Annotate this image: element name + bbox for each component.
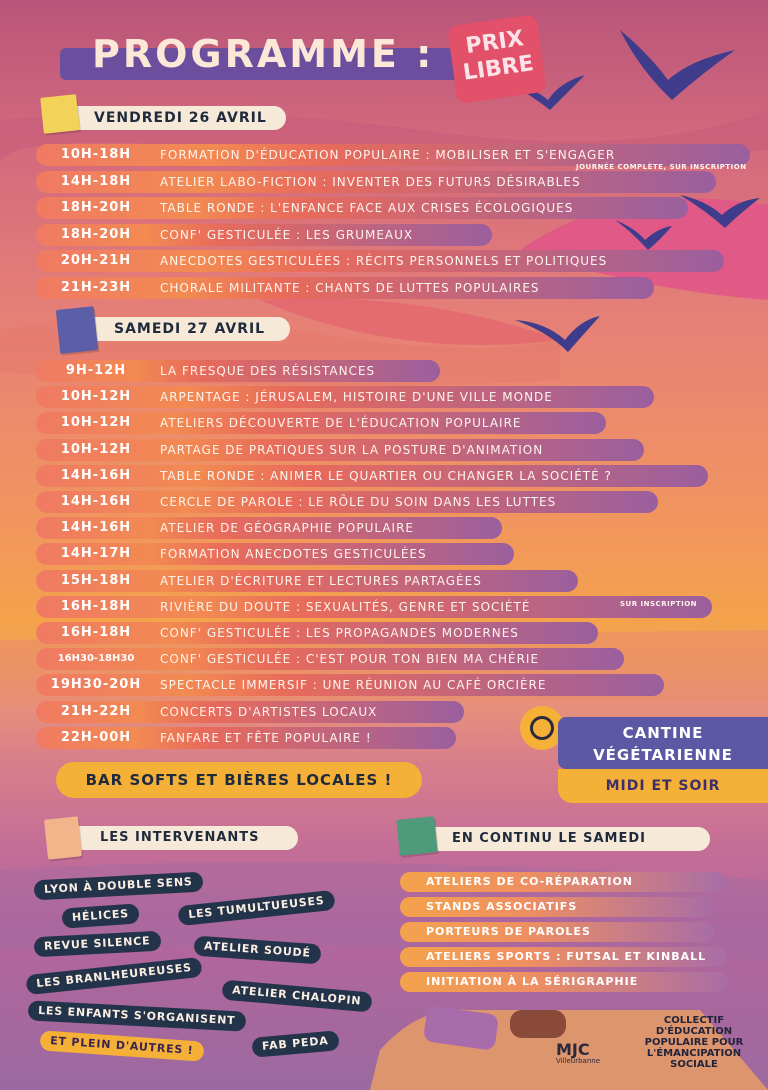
event-label: FANFARE ET FÊTE POPULAIRE !: [160, 730, 372, 745]
event-note: JOURNÉE COMPLÈTE, SUR INSCRIPTION: [576, 163, 747, 171]
speaker-chip: LES TUMULTUEUSES: [177, 890, 335, 926]
badge-line-2: LIBRE: [461, 51, 536, 86]
notepad-icon: [44, 816, 82, 859]
speaker-chip: REVUE SILENCE: [34, 931, 161, 958]
continuous-item: ATELIERS DE CO-RÉPARATION: [400, 872, 726, 892]
event-time: 18H-20H: [60, 226, 132, 242]
event-time: 15H-18H: [60, 572, 132, 588]
event-label: ARPENTAGE : JÉRUSALEM, HISTOIRE D'UNE VILLE MONDE: [160, 390, 553, 405]
event-label: ATELIER LABO-FICTION : INVENTER DES FUTURS DÉSIRABLES: [160, 174, 581, 189]
event-time: 14H-16H: [60, 520, 132, 536]
speaker-chip: LES ENFANTS S'ORGANISENT: [28, 1000, 246, 1031]
sandals-icon: [510, 1010, 566, 1038]
friday-day-header: VENDREDI 26 AVRIL: [50, 106, 286, 130]
speaker-chip: LES BRANLHEUREUSES: [25, 957, 202, 995]
event-time: 16H-18H: [60, 625, 132, 640]
event-label: TABLE RONDE : ANIMER LE QUARTIER OU CHANGER LA SOCIÉTÉ ?: [160, 468, 612, 483]
event-label: FORMATION D'ÉDUCATION POPULAIRE : MOBILISER ET S'ENGAGER: [160, 148, 616, 162]
speaker-chip: ATELIER SOUDÉ: [193, 936, 321, 965]
speaker-chip: FAB PEDA: [251, 1030, 339, 1057]
speakers-header: LES INTERVENANTS: [52, 826, 298, 850]
event-label: ATELIERS DÉCOUVERTE DE L'ÉDUCATION POPULAIRE: [160, 416, 522, 431]
event-label: ATELIER DE GÉOGRAPHIE POPULAIRE: [160, 521, 414, 536]
event-time: 16H30-18H30: [57, 653, 135, 665]
event-time: 9H-12H: [65, 363, 127, 378]
continuous-header: EN CONTINU LE SAMEDI: [404, 827, 710, 851]
event-time: 14H-18H: [60, 173, 132, 189]
sticky-note-icon: [396, 816, 438, 856]
event-label: ANECDOTES GESTICULÉES : RÉCITS PERSONNELS ET POLITIQUES: [160, 254, 608, 269]
collectif-logo: COLLECTIF D'ÉDUCATION POPULAIRE POUR L'ÉMANCIPATION SOCIALE: [644, 1015, 744, 1070]
event-time: 10H-12H: [60, 415, 132, 431]
cantine-hours: MIDI ET SOIR: [558, 769, 768, 803]
event-time: 10H-12H: [60, 441, 132, 457]
prix-libre-badge: [447, 14, 547, 104]
notepad-icon: [56, 306, 98, 354]
event-time: 22H-00H: [60, 729, 132, 745]
page-title: PROGRAMME :: [92, 32, 435, 76]
continuous-item: PORTEURS DE PAROLES: [400, 922, 714, 942]
event-time: 14H-16H: [60, 467, 132, 483]
cantine-box: [558, 717, 768, 769]
speaker-chip: ET PLEIN D'AUTRES !: [40, 1030, 205, 1061]
event-time: 16H-18H: [60, 598, 132, 614]
saturday-day-header: SAMEDI 27 AVRIL: [70, 317, 290, 341]
mjc-logo: [556, 1040, 600, 1065]
event-label: CONF' GESTICULÉE : LES PROPAGANDES MODERNES: [160, 626, 519, 640]
speaker-chip: ATELIER CHALOPIN: [221, 980, 372, 1013]
continuous-item: STANDS ASSOCIATIFS: [400, 897, 714, 917]
event-time: 10H-12H: [60, 389, 132, 405]
continuous-item: ATELIERS SPORTS : FUTSAL ET KINBALL: [400, 947, 726, 967]
event-time: 10H-18H: [60, 147, 132, 162]
event-note: SUR INSCRIPTION: [620, 599, 698, 608]
event-label: CHORALE MILITANTE : CHANTS DE LUTTES POPULAIRES: [160, 281, 540, 295]
continuous-item: INITIATION À LA SÉRIGRAPHIE: [400, 972, 728, 992]
event-time: 21H-23H: [60, 280, 132, 295]
event-label: SPECTACLE IMMERSIF : UNE RÉUNION AU CAFÉ ORCIÈRE: [160, 678, 547, 693]
event-time: 14H-17H: [60, 546, 132, 562]
sticky-note-icon: [40, 94, 80, 134]
event-label: ATELIER D'ÉCRITURE ET LECTURES PARTAGÉES: [160, 573, 482, 588]
cantine-line-1: CANTINE: [622, 724, 704, 742]
event-label: LA FRESQUE DES RÉSISTANCES: [160, 364, 376, 378]
event-label: PARTAGE DE PRATIQUES SUR LA POSTURE D'ANIMATION: [160, 442, 544, 457]
cantine-line-2: VÉGÉTARIENNE: [593, 746, 733, 764]
event-label: FORMATION ANECDOTES GESTICULÉES: [160, 547, 427, 562]
event-time: 19H30-20H: [50, 677, 142, 693]
event-label: CONF' GESTICULÉE : LES GRUMEAUX: [160, 227, 414, 242]
event-label: CONCERTS D'ARTISTES LOCAUX: [160, 704, 378, 719]
event-label: RIVIÈRE DU DOUTE : SEXUALITÉS, GENRE ET SOCIÉTÉ: [160, 599, 531, 614]
event-time: 20H-21H: [60, 253, 132, 269]
event-time: 18H-20H: [60, 200, 132, 216]
mjc-city: Villeurbanne: [556, 1057, 601, 1065]
event-time: 21H-22H: [60, 703, 132, 719]
event-label: CONF' GESTICULÉE : C'EST POUR TON BIEN MA CHÉRIE: [160, 652, 540, 667]
bar-banner: BAR SOFTS ET BIÈRES LOCALES !: [56, 762, 422, 798]
speaker-chip: HÉLICES: [61, 903, 139, 928]
event-label: CERCLE DE PAROLE : LE RÔLE DU SOIN DANS LES LUTTES: [160, 495, 557, 509]
badge-line-1: PRIX: [464, 26, 526, 60]
mjc-name: MJC: [556, 1040, 590, 1059]
event-label: TABLE RONDE : L'ENFANCE FACE AUX CRISES ÉCOLOGIQUES: [160, 201, 574, 216]
event-time: 14H-16H: [60, 494, 132, 509]
speaker-chip: LYON À DOUBLE SENS: [34, 872, 204, 901]
